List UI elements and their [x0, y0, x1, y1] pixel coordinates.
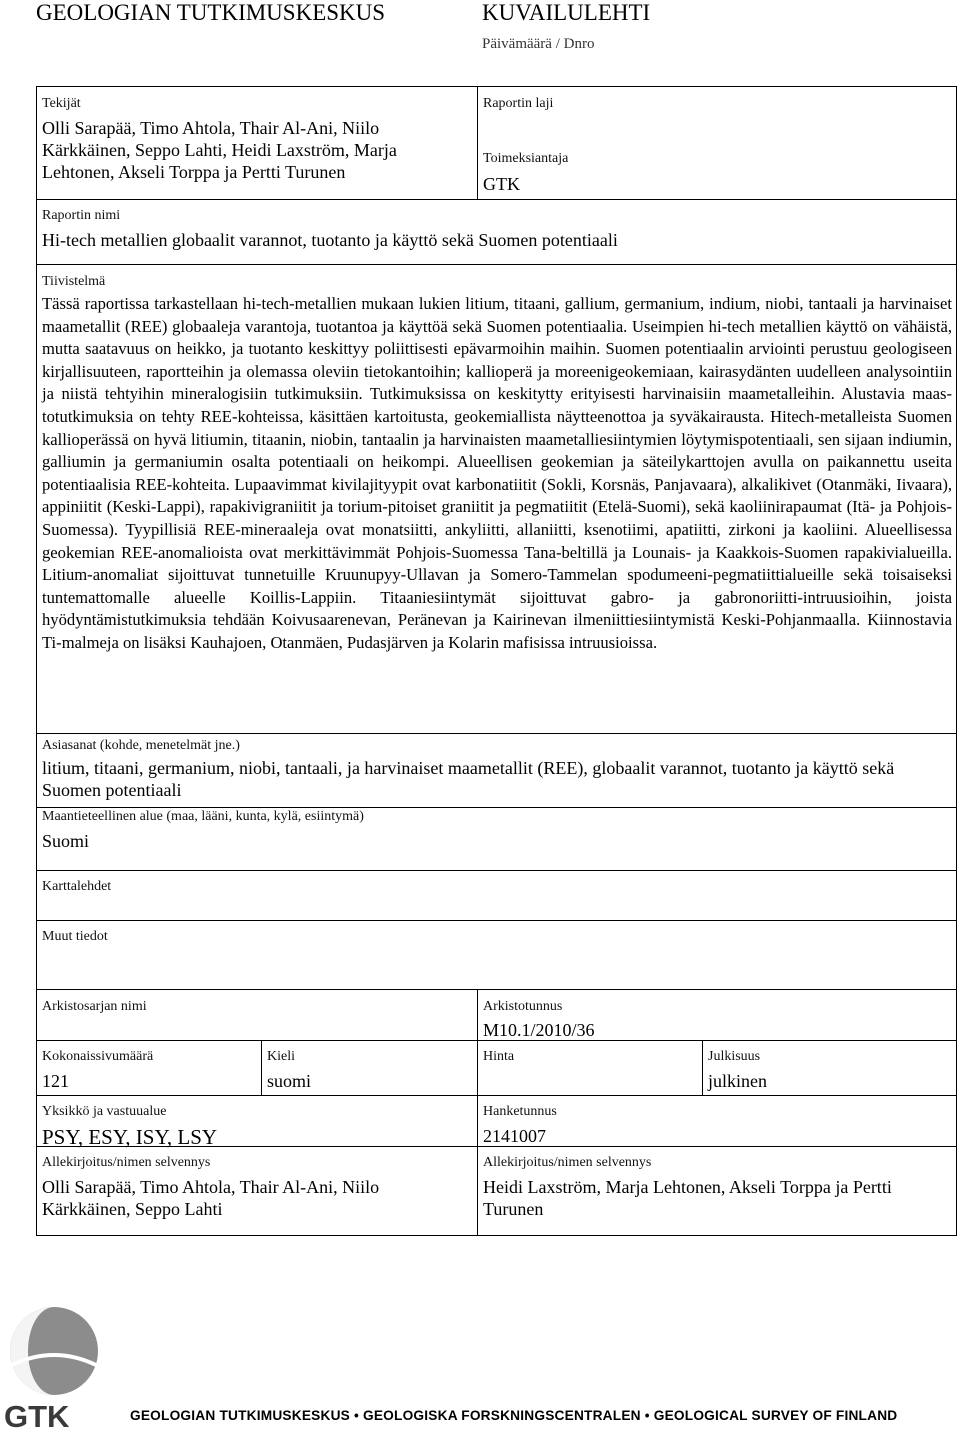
report-name-label: Raportin nimi: [42, 208, 121, 223]
project-id-label: Hanketunnus: [483, 1104, 557, 1119]
price-label: Hinta: [483, 1049, 515, 1064]
divider-7: [37, 989, 956, 990]
authors-label: Tekijät: [42, 96, 81, 111]
report-type-label: Raportin laji: [483, 96, 554, 111]
geo-area-label: Maantieteellinen alue (maa, lääni, kunta, kylä, esiintymä): [42, 809, 364, 824]
authors-value: Olli Sarapää, Timo Ahtola, Thair Al-Ani, Niilo Kärkkäinen, Seppo Lahti, Heidi Laxström, Marja Lehtonen, Akseli Torppa ja Pertti Turunen: [42, 118, 397, 182]
abstract-label: Tiivistelmä: [42, 274, 106, 289]
divider-5: [37, 870, 956, 871]
divider-3: [37, 733, 956, 734]
archive-id-value: M10.1/2010/36: [483, 1020, 595, 1040]
map-sheets-label: Karttalehdet: [42, 879, 112, 894]
divider-authors: [477, 87, 478, 199]
divider-1: [37, 199, 956, 200]
signature-right-value: Heidi Laxström, Marja Lehtonen, Akseli Torppa ja Pertti Turunen: [483, 1177, 892, 1219]
other-info-label: Muut tiedot: [42, 929, 108, 944]
publicity-value: julkinen: [708, 1071, 767, 1091]
language-label: Kieli: [267, 1049, 295, 1064]
publicity-label: Julkisuus: [708, 1049, 761, 1064]
form-title: KUVAILULEHTI: [482, 0, 651, 25]
divider-bottom-center: [477, 989, 478, 1236]
divider-price-public: [702, 1040, 703, 1095]
gtk-logo: [2, 1305, 120, 1430]
abstract-text: Tässä raportissa tarkastellaan hi-tech-metallien mukaan lukien litium, titaani, gallium, germanium, indium, niobi, tantaali ja harvinaiset maametallit (REE) globaaleja varantoja, tuotantoa ja käyttöä sekä Suomen potentiaalia. Useimpien hi-tech metallien käyttö on vähäistä, mutta saatavuus on heikko, ja tuotanto keskittyy poliittisesti epävarmoihin maihin. Suomen potentiaalin arviointi perustuu geologiseen kirjallisuuteen, raportteihin ja olemassa oleviin tietokantoihin; kallioperä ja moreenigeokemiaan, kairasydänten uudelleen analysointiin ja niistä tehtyihin mineralogisiin tutkimuksiin. Tutkimuksissa on keskitytty erityisesti harvinaisiin maametalleihin. Alustavia maastotutkimuksia on tehty REE-kohteissa, käsittäen kartoitusta, geokemiallista näytteenottoa ja syväkairausta. Hitech-metalleista Suomen kallioperässä on hyvä litiumin, titaanin, niobin, tantaalin ja harvinaisten maametalliesiintymien löytymispotentiaali, sen sijaan indiumin, galliumin ja germaniumin osalta potentiaali on heikompi. Alueellisen geokemian ja säteilykarttojen avulla on paikannettu useita potentiaalisia REE-kohteita. Lupaavimmat kivilajityypit ovat karbonatiitit (Sokli, Korsnäs, Panjavaara), alkalikivet (Otanmäki, Iivaara), appiniitit (Keski-Lappi), rapakivigraniitit ja torium-pitoiset graniitit ja pegmatiitit (Etelä-Suomi), sekä kaoliinirapaumat (Itä- ja Pohjois-Suomessa). Tyypillisiä REE-mineraaleja ovat monatsiitti, ankyliitti, allaniitti, ksenotiimi, apatiitti, zirkoni ja kaoliini. Alueellisessa geokemian REE-anomalioista ovat merkittävimmät Pohjois-Suomessa Tana-beltillä ja Lounais- ja Kaakkois-Suomen rapakivialueilla. Litium-anomaliat sijoittuvat tunnetuille Kruunupyy-Ullavan ja Somero-Tammelan spodumeeni-pegmatiittialueille sekä toisaiseksi tuntemattomalle alueelle Koillis-Lappiin. Titaaniesiintymät sijoittuvat gabro- ja gabronoriitti-intruusioihin, joista hyödyntämistutkimuksia tehdään Koivusaarenevan, Peränevan ja Kairinevan ilmeniittiesiintymistä Keski-Pohjanmaalla. Kiinnostavia Ti-malmeja on lisäksi Kauhajoen, Otanmäen, Pudasjärven ja Kolarin mafisissa intruusioissa.: [42, 294, 952, 652]
description-form: [36, 86, 957, 1236]
logo-text: GTK: [4, 1399, 70, 1430]
divider-9: [37, 1095, 956, 1096]
unit-label: Yksikkö ja vastuualue: [42, 1104, 167, 1119]
language-value: suomi: [267, 1071, 312, 1091]
date-label: Päivämäärä / Dnro: [482, 36, 595, 52]
project-id-value: 2141007: [483, 1126, 546, 1146]
archive-series-label: Arkistosarjan nimi: [42, 999, 147, 1014]
footer-organizations: GEOLOGIAN TUTKIMUSKESKUS • GEOLOGISKA FORSKNINGSCENTRALEN • GEOLOGICAL SURVEY OF FINLAND: [130, 1408, 898, 1423]
archive-id-label: Arkistotunnus: [483, 999, 563, 1014]
signature-right-label: Allekirjoitus/nimen selvennys: [483, 1155, 652, 1170]
unit-value: PSY, ESY, ISY, LSY: [42, 1125, 218, 1149]
keywords-label: Asiasanat (kohde, menetelmät jne.): [42, 738, 240, 753]
commissioner-label: Toimeksiantaja: [483, 151, 569, 166]
signature-left-value: Olli Sarapää, Timo Ahtola, Thair Al-Ani, Niilo Kärkkäinen, Seppo Lahti: [42, 1177, 380, 1219]
keywords-value: litium, titaani, germanium, niobi, tantaali, ja harvinaiset maametallit (REE), globaalit varannot, tuotanto ja käyttö sekä Suomen potentiaali: [42, 758, 895, 800]
total-pages-value: 121: [42, 1071, 69, 1091]
organization-name: GEOLOGIAN TUTKIMUSKESKUS: [36, 0, 386, 25]
signature-left-label: Allekirjoitus/nimen selvennys: [42, 1155, 211, 1170]
divider-pages-lang: [261, 1040, 262, 1095]
commissioner-value: GTK: [483, 174, 520, 194]
geo-area-value: Suomi: [42, 831, 90, 851]
divider-2: [37, 264, 956, 265]
report-name-value: Hi-tech metallien globaalit varannot, tuotanto ja käyttö sekä Suomen potentiaali: [42, 230, 618, 250]
divider-6: [37, 920, 956, 921]
total-pages-label: Kokonaissivumäärä: [42, 1049, 154, 1064]
